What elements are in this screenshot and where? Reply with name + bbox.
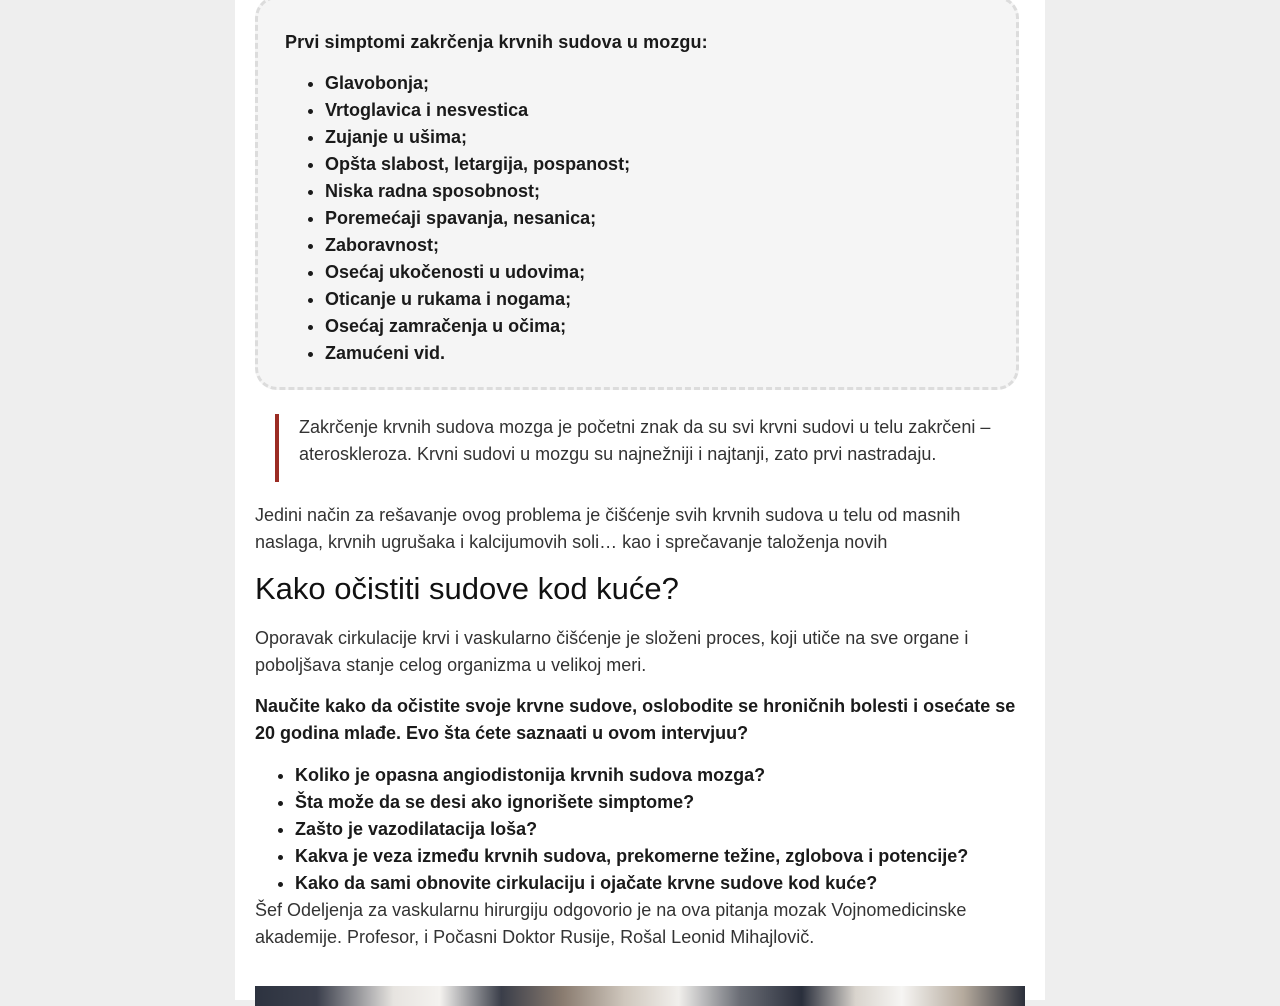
article-content (235, 0, 1045, 1000)
list-item: • Zaboravnost; (325, 232, 630, 259)
quote-text: Zakrčenje krvnih sudova mozga je početni znak da su svi krvni sudovi u telu zakrčeni – ateroskleroza. Krvni sudovi u mozgu su najnežniji i najtanji, zato prvi nastradaju. (299, 417, 991, 464)
list-item: • Osećaj zamračenja u očima; (325, 313, 630, 340)
list-item: • Osećaj ukočenosti u udovima; (325, 259, 630, 286)
section-heading: Kako očistiti sudove kod kuće? (255, 571, 679, 606)
closing-paragraph: Šef Odeljenja za vaskularnu hirurgiju odgovorio je na ova pitanja mozak Vojnomedicinske akademije. Profesor, i Počasni Doktor Rusije, Rošal Leonid Mihajlovič. (255, 900, 967, 947)
article-image (255, 986, 1025, 1006)
symptoms-box (255, 0, 1019, 390)
symptoms-list (285, 70, 630, 367)
list-item: • Glavobonja; (325, 70, 630, 97)
list-item: • Vrtoglavica i nesvestica (325, 97, 630, 124)
blockquote (275, 414, 1005, 482)
list-item: • Poremećaji spavanja, nesanica; (325, 205, 630, 232)
list-item: • Koliko je opasna angiodistonija krvnih sudova mozga? (295, 762, 968, 789)
list-item: • Kako da sami obnovite cirkulaciju i ojačate krvne sudove kod kuće? (295, 870, 968, 897)
symptoms-title: Prvi simptomi zakrčenja krvnih sudova u mozgu: (285, 32, 708, 52)
section-paragraph: Oporavak cirkulacije krvi i vaskularno čišćenje je složeni proces, koji utiče na sve organe i poboljšava stanje celog organizma u velikoj meri. (255, 628, 969, 675)
list-item: • Zamućeni vid. (325, 340, 630, 367)
list-item: • Niska radna sposobnost; (325, 178, 630, 205)
bold-paragraph: Naučite kako da očistite svoje krvne sudove, oslobodite se hroničnih bolesti i osećate se 20 godina mlađe. Evo šta ćete saznaati u ovom intervjuu? (255, 696, 1016, 743)
list-item: • Kakva je veza između krvnih sudova, prekomerne težine, zglobova i potencije? (295, 843, 968, 870)
list-item: • Oticanje u rukama i nogama; (325, 286, 630, 313)
questions-list (255, 762, 968, 897)
list-item: • Zašto je vazodilatacija loša? (295, 816, 968, 843)
intro-paragraph: Jedini način za rešavanje ovog problema je čišćenje svih krvnih sudova u telu od masnih naslaga, krvnih ugrušaka i kalcijumovih soli… kao i sprečavanje taloženja novih (255, 505, 961, 552)
list-item: • Opšta slabost, letargija, pospanost; (325, 151, 630, 178)
list-item: • Šta može da se desi ako ignorišete simptome? (295, 789, 968, 816)
list-item: • Zujanje u ušima; (325, 124, 630, 151)
